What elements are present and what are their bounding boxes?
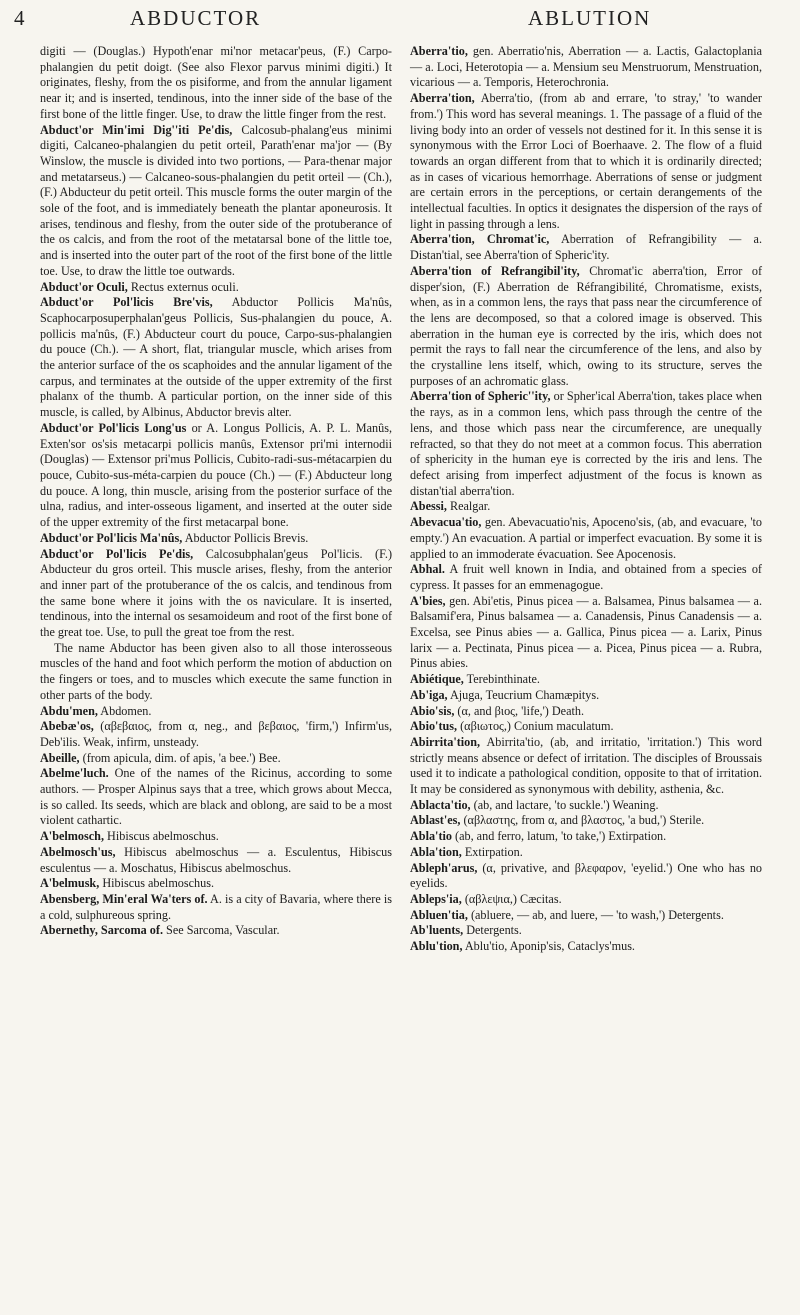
entry-text: Realgar. xyxy=(449,499,491,514)
entry-text: Rectus externus oculi. xyxy=(130,279,239,294)
entry-headword: Abdu'men, xyxy=(40,703,98,718)
entry-text: Aberra'tio, (from ab and errare, 'to stray,' 'to wander from.') This word has several meanings. 1. The passage of a fluid of the living body into an order of vessels not destined for it. In this sense it is synonymous with the Error Loci of Boerhaave. 2. The flow of a fluid towards an organ different from that to which it is ordinarily directed; as in cases of vicarious hemorrhage. Aberrations of sense or judgment are certain errors in the perceptions, or certain derangements of the intellectual faculties. In optics it designates the dispersion of the rays of light in passing through a lens. xyxy=(410,91,762,231)
entry-text: Hibiscus abelmoschus — a. Esculentus, Hibiscus esculentus — a. Moschatus, Hibiscus abelmoschus. xyxy=(40,844,393,875)
dictionary-entry xyxy=(40,547,392,641)
dictionary-entry xyxy=(40,766,392,829)
dictionary-entry xyxy=(410,562,762,593)
entry-text: (αβεβαιος, from α, neg., and βεβαιος, 'firm,') Infirm'us, Deb'ilis. Weak, infirm, unsteady. xyxy=(40,719,393,749)
entry-headword: Abhal. xyxy=(410,562,445,577)
entry-headword: Abduct'or Pol'licis Pe'dis, xyxy=(40,546,194,561)
page-header xyxy=(0,0,800,40)
entry-headword: Abensberg, Min'eral Wa'ters of. xyxy=(40,891,208,906)
entry-headword: Ableps'ia, xyxy=(410,891,462,906)
entry-text: (ab, and lactare, 'to suckle.') Weaning. xyxy=(473,797,659,812)
dictionary-entry xyxy=(410,594,762,673)
dictionary-entry xyxy=(410,232,762,263)
dictionary-entry xyxy=(40,751,392,767)
entry-text: Hibiscus abelmoschus. xyxy=(102,876,215,891)
dictionary-entry xyxy=(40,531,392,547)
entry-text: The name Abductor has been given also to all those interosseous muscles of the hand and foot which perform the motion of abduction on the fingers or toes, and to muscles which execute the same function in other parts of the body. xyxy=(40,640,392,702)
entry-text: Calcosub-phalang'eus minimi digiti, Calcaneo-phalangien du petit orteil, Parath'enar ma'jor — (By Winslow, the muscle is divided into two portions, — Para-thenar major and metatarseus.) — Calcaneo-sous-phalangien du petit orteil — (Ch.), (F.) Abducteur du petit orteil. This muscle forms the outer margin of the sole of the foot, and is immediately beneath the plantar aponeurosis. It arises, tendinous and fleshy, from the outer side of the protuberance of the os calcis, and from the root of the metatarsal bone of the little toe, and is inserted into the outer part of the root of the first bone of the little toe. Use, to draw the little toe outwards. xyxy=(40,122,392,278)
entry-headword: Abelme'luch. xyxy=(40,766,109,781)
entry-headword: Abiétique, xyxy=(410,672,464,687)
dictionary-entry xyxy=(40,719,392,750)
entry-text: One of the names of the Ricinus, according to some authors. — Prosper Alpinus says that a tree, which grows about Mecca, is so called. Its seeds, which are black and oblong, are said to be a most violent cathartic. xyxy=(40,766,392,828)
entry-headword: Aberra'tio, xyxy=(410,44,468,58)
entry-text: (α, privative, and βλεφαρον, 'eyelid.') One who has no eyelids. xyxy=(410,860,763,891)
entry-headword: Abla'tion, xyxy=(410,844,462,859)
dictionary-entry xyxy=(410,892,762,908)
left-running-head: ABDUCTOR xyxy=(130,6,262,30)
entry-headword: Ab'iga, xyxy=(410,687,448,702)
dictionary-entry xyxy=(40,876,392,892)
dictionary-entry xyxy=(410,44,762,91)
dictionary-entry xyxy=(40,845,392,876)
entry-headword: Abduct'or Pol'licis Bre'vis, xyxy=(40,295,213,310)
dictionary-entry xyxy=(410,939,762,955)
entry-text: (αβιωτος,) Conium maculatum. xyxy=(460,719,614,734)
entry-text: or A. Longus Pollicis, A. P. L. Manûs, Exten'sor os'sis metacarpi pollicis manûs, Extensor pri'mi internodii (Douglas) — Extensor pri'mus Pollicis, Cubito-radi-sus-métacarpien du pouce, Cubito-sus-méta-carpien du pouce (Ch.) — (F.) Abducteur long du pouce. A long, thin muscle, arising from the posterior surface of the ulna, radius, and inter-osseous ligament, and inserted at the outer side of the upper extremity of the first metacarpal bone. xyxy=(40,420,392,530)
entry-text: digiti — (Douglas.) Hypoth'enar mi'nor metacar'peus, (F.) Carpo-phalangien du petit doigt. (See also Flexor parvus minimi digiti.) It originates, fleshy, from the os pisiforme, and from the annular ligament near it; and is inserted, tendinous, into the inner side of the base of the first bone of the little finger. Use, to draw the little finger from the rest. xyxy=(40,44,392,121)
entry-headword: Abduct'or Pol'licis Long'us xyxy=(40,420,187,435)
entry-headword: Abevacua'tio, xyxy=(410,515,482,530)
right-running-head: ABLUTION xyxy=(528,6,652,30)
entry-text: (α, and βιος, 'life,') Death. xyxy=(457,703,585,718)
entry-text: Ajuga, Teucrium Chamæpitys. xyxy=(449,687,600,702)
entry-text: Detergents. xyxy=(466,923,522,938)
entry-headword: Abluen'tia, xyxy=(410,907,468,922)
entry-headword: Ablu'tion, xyxy=(410,939,463,954)
entry-headword: Abirrita'tion, xyxy=(410,734,481,749)
entry-text: (αβλεψια,) Cæcitas. xyxy=(464,891,562,906)
dictionary-entry xyxy=(40,295,392,421)
entry-headword: Abeille, xyxy=(40,750,80,765)
entry-headword: Ablast'es, xyxy=(410,813,461,828)
dictionary-entry xyxy=(410,264,762,390)
entry-text: Calcosubphalan'geus Pol'licis. (F.) Abducteur du gros orteil. This muscle arises, fleshy, from the anterior and inner part of the protuberance of the os calcis, and tendinous from the same bone where it joins with the os naviculare. It is inserted, tendinous, into the internal os sesamoideum and root of the first bone of the great toe. Use, to pull the great toe from the rest. xyxy=(40,546,393,640)
entry-text: Abductor Pollicis Ma'nûs, Scaphocarposuperphalan'geus Pollicis, Sus-phalangien du pouce, A. pollicis ma'nûs, (F.) Abducteur court du pouce, Carpo-sus-phalangien du pouce (Ch.). — A short, flat, triangular muscle, which arises from the anterior surface of the os scaphoides and the annular ligament of the carpus, and terminates at the outside of the upper extremity of the first phalanx of the thumb. A particular portion, on the inner side of this muscle, is called, by Albinus, Abductor brevis alter. xyxy=(40,295,392,420)
entry-headword: Abduct'or Pol'licis Ma'nûs, xyxy=(40,530,183,545)
entry-headword: Aberra'tion of Refrangibil'ity, xyxy=(410,263,580,278)
dictionary-entry xyxy=(410,499,762,515)
entry-headword: Ablacta'tio, xyxy=(410,797,471,812)
entry-text: Extirpation. xyxy=(464,844,523,859)
entry-headword: Aberra'tion, Chromat'ic, xyxy=(410,232,550,247)
dictionary-entry xyxy=(40,704,392,720)
entry-headword: A'belmosch, xyxy=(40,829,104,844)
dictionary-entry xyxy=(40,923,392,939)
entry-headword: Aberra'tion, xyxy=(410,91,475,106)
entry-text: (αβλαστης, from α, and βλαστος, 'a bud,') Sterile. xyxy=(463,813,705,828)
entry-text: Aberration of Refrangibility — a. Distan'tial, see Aberra'tion of Spheric'ity. xyxy=(410,232,762,263)
dictionary-entry xyxy=(410,515,762,562)
dictionary-entry xyxy=(40,421,392,531)
entry-headword: Abduct'or Oculi, xyxy=(40,279,128,294)
entry-text: (from apicula, dim. of apis, 'a bee.') Bee. xyxy=(82,750,281,765)
entry-text: (ab, and ferro, latum, 'to take,') Extirpation. xyxy=(455,829,667,844)
dictionary-entry xyxy=(410,704,762,720)
entry-headword: Ab'luents, xyxy=(410,923,464,938)
dictionary-entry xyxy=(40,829,392,845)
dictionary-entry xyxy=(410,389,762,499)
entry-headword: Abla'tio xyxy=(410,829,452,844)
entry-text: A. is a city of Bavaria, where there is a cold, sulphureous spring. xyxy=(40,891,392,922)
dictionary-entry xyxy=(410,829,762,845)
entry-text: Hibiscus abelmoschus. xyxy=(107,829,219,844)
dictionary-entry xyxy=(410,91,762,232)
entry-text: (abluere, — ab, and luere, — 'to wash,') Detergents. xyxy=(470,907,724,922)
dictionary-entry xyxy=(40,280,392,296)
page-number: 4 xyxy=(14,6,27,30)
entry-text: Abdomen. xyxy=(100,703,152,718)
dictionary-entry xyxy=(410,735,762,798)
entry-text: gen. Aberratio'nis, Aberration — a. Lactis, Galactoplania — a. Loci, Heterotopia — a. Mensium seu Menstruorum, Menstruation, vicarious — a. Temporis, Heterochronia. xyxy=(410,44,762,90)
entry-text: A fruit well known in India, and obtained from a species of cypress. It passes for an emmenagogue. xyxy=(410,562,762,592)
entry-text: Chromat'ic aberra'tion, Error of disper'sion, (F.) Aberration de Réfrangibilité, Chromatisme, exists, when, as in a common lens, the rays that pass near the circumference of the lens are decomposed, so that a colored image is observed. This aberration in the human eye is corrected by the iris, which does not permit the rays to fall near the circumference of the lens, and also by the crystalline lens itself, which, owing to its structure, serves the purposes of an achromatic glass. xyxy=(410,263,763,388)
entry-headword: Ableph'arus, xyxy=(410,860,478,875)
entry-text: gen. Abevacuatio'nis, Apoceno'sis, (ab, and evacuare, 'to empty.') An evacuation. A partial or imperfect evacuation. By some it is applied to an immoderate évacuation. See Apocenosis. xyxy=(410,515,763,561)
dictionary-entry xyxy=(40,123,392,280)
dictionary-entry xyxy=(410,798,762,814)
entry-headword: Abio'tus, xyxy=(410,719,458,734)
entry-headword: A'belmusk, xyxy=(40,876,100,891)
entry-headword: A'bies, xyxy=(410,593,446,608)
entry-text: See Sarcoma, Vascular. xyxy=(166,923,280,938)
entry-text: Terebinthinate. xyxy=(466,672,540,687)
dictionary-entry xyxy=(410,719,762,735)
entry-text: Abductor Pollicis Brevis. xyxy=(184,530,309,545)
entry-headword: Abebæ'os, xyxy=(40,719,94,734)
dictionary-entry xyxy=(410,861,762,892)
entry-headword: Abessi, xyxy=(410,499,447,514)
dictionary-entry xyxy=(410,845,762,861)
entry-text: Ablu'tio, Aponip'sis, Cataclys'mus. xyxy=(464,939,635,954)
dictionary-entry xyxy=(410,672,762,688)
dictionary-entry xyxy=(40,641,392,704)
dictionary-entry xyxy=(410,813,762,829)
entry-headword: Abduct'or Min'imi Dig''iti Pe'dis, xyxy=(40,122,233,137)
dictionary-entry xyxy=(410,908,762,924)
dictionary-entry xyxy=(40,892,392,923)
entry-headword: Abio'sis, xyxy=(410,703,455,718)
left-column xyxy=(40,44,392,939)
entry-text: gen. Abi'etis, Pinus picea — a. Balsamea, Pinus balsamea — a. Balsamif'era, Pinus balsamea — a. Canadensis, Pinus Canadensis — a. Excelsa, see Pinus abies — a. Gallica, Pinus picea — a. Larix, Pinus larix — a. Pectinata, Pinus picea — a. Picea, Pinus picea — a. Rubra, Pinus abies. xyxy=(410,593,763,671)
entry-headword: Abelmosch'us, xyxy=(40,844,116,859)
entry-headword: Abernethy, Sarcoma of. xyxy=(40,923,163,938)
entry-text: Abirrita'tio, (ab, and irritatio, 'irritation.') This word strictly means absence or defect of irritation. The disciples of Broussais used it to indicate a pathological condition, opposite to that of irritation. It may be considered as synonymous with debility, asthenia, &c. xyxy=(410,734,763,797)
dictionary-entry xyxy=(410,923,762,939)
right-column xyxy=(410,44,762,955)
entry-text: or Spher'ical Aberra'tion, takes place when the rays, as in a common lens, which pass through the centre of the lens, and those which pass near the circumference, are unequally refracted, so that they do not meet at a common focus. This aberration of sphericity in the human eye is corrected by the iris and lens. The defect arising from imperfect adjustment of the focus is known as distan'tial aberra'tion. xyxy=(410,389,763,498)
entry-headword: Aberra'tion of Spheric''ity, xyxy=(410,389,551,404)
dictionary-entry xyxy=(410,688,762,704)
dictionary-entry xyxy=(40,44,392,123)
